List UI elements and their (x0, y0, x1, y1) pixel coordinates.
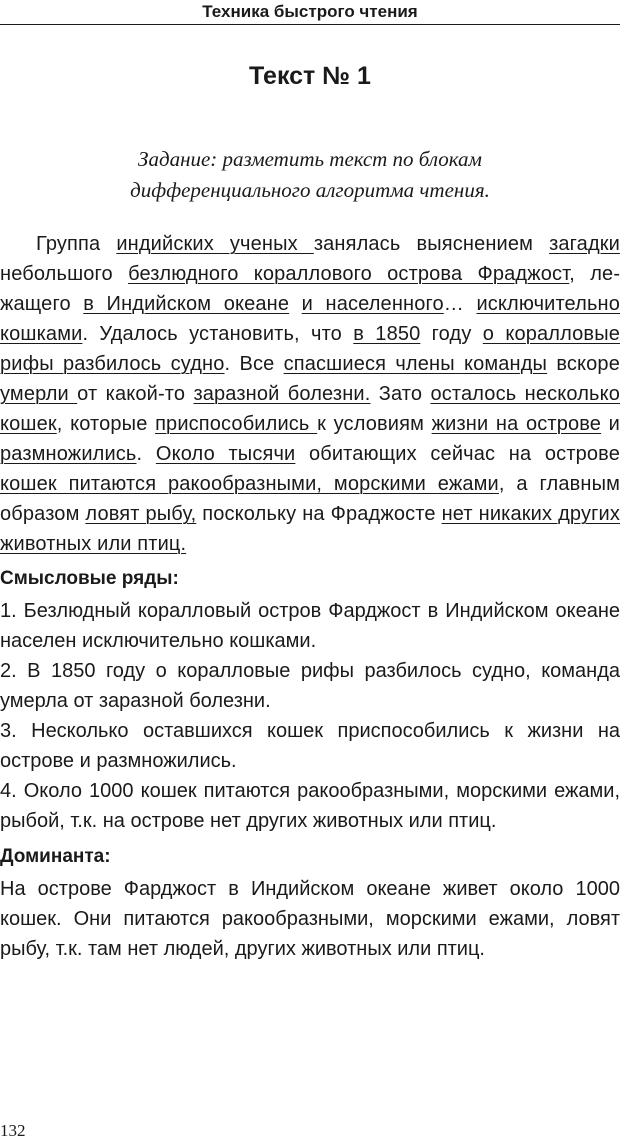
task-instruction (0, 144, 620, 206)
underlined-phrase: ловят рыбу, (85, 503, 197, 525)
text-run: вскоре (547, 353, 620, 375)
underlined-phrase: приспособились (155, 413, 318, 435)
running-header: Техника быстрого чтения (0, 0, 620, 25)
semantic-rows-list (0, 596, 620, 836)
text-run (289, 293, 302, 315)
underlined-phrase: в 1850 (353, 323, 421, 345)
underlined-phrase: индийских ученых (116, 233, 314, 255)
underlined-phrase: умерли (0, 383, 78, 405)
text-run: обитающих сейчас на острове (295, 443, 620, 465)
text-run: от какой-то (77, 383, 194, 405)
underlined-phrase: и населенного (301, 293, 444, 315)
semantic-row-item: 2. В 1850 году о коралловые рифы разбилось судно, команда умерла от заразной болезни. (0, 660, 620, 712)
page-number: 132 (0, 1121, 26, 1140)
underlined-phrase: загадки (549, 233, 620, 255)
semantic-row-item: 1. Безлюдный коралловый остров Фарджост в Индийском океане населен исключительно кошками. (0, 600, 620, 652)
dominant-text: На острове Фарджост в Индийском океане живет около 1000 кошек. Они питаются ракообразными, морскими ежами, ловят рыбу, т.к. там нет людей, других животных или птиц. (0, 878, 620, 960)
dominant-heading: Доминанта: (0, 846, 111, 867)
task-line-2: дифференциального алгоритма чтения. (130, 178, 490, 202)
underlined-phrase: в Индийском океане (83, 293, 290, 315)
underlined-phrase: осталось несколько кошек (0, 383, 620, 435)
text-run: Группа (36, 233, 117, 255)
semantic-row-item: 4. Около 1000 кошек питаются ракообразными, морскими ежами, рыбой, т.к. на острове нет других животных или птиц. (0, 780, 620, 832)
text-run: к условиям (317, 413, 432, 435)
semantic-row-item: 3. Несколько оставшихся кошек приспособились к жизни на острове и размножились. (0, 720, 620, 772)
main-text-paragraph (0, 229, 620, 559)
semantic-rows-heading: Смысловые ряды: (0, 568, 179, 589)
underlined-phrase: спасшиеся члены команды (283, 353, 548, 375)
text-run: занялась выяснением (313, 233, 550, 255)
text-run: и (601, 413, 620, 435)
text-run: году (420, 323, 483, 345)
underlined-phrase: заразной болезни. (193, 383, 371, 405)
underlined-phrase: о коралловые рифы разбилось судно (0, 323, 620, 375)
underlined-phrase: безлюдного кораллового острова Фраджост (128, 263, 570, 285)
underlined-phrase: размножились (0, 443, 137, 465)
text-run: поскольку на Фраджосте (196, 503, 442, 525)
text-run: . (136, 443, 156, 465)
text-run: , лежащего (0, 263, 620, 315)
text-run: … (443, 293, 477, 315)
text-title: Текст № 1 (249, 62, 371, 90)
text-run: , а главным образом (0, 473, 620, 525)
underlined-phrase: кошек питаются ракообразными, морскими ежами (0, 473, 499, 495)
text-run: Зато (370, 383, 431, 405)
task-line-1: Задание: разметить текст по блокам (138, 147, 482, 171)
text-run: . Удалось установить, что (82, 323, 354, 345)
underlined-phrase: нет никаких других животных или птиц. (0, 503, 620, 555)
underlined-phrase: исключительно кошками (0, 293, 620, 345)
text-run: . Все (224, 353, 284, 375)
text-run: небольшого (0, 263, 129, 285)
underlined-phrase: жизни на острове (431, 413, 602, 435)
underlined-phrase: Около тысячи (155, 443, 296, 465)
text-run: , которые (56, 413, 156, 435)
